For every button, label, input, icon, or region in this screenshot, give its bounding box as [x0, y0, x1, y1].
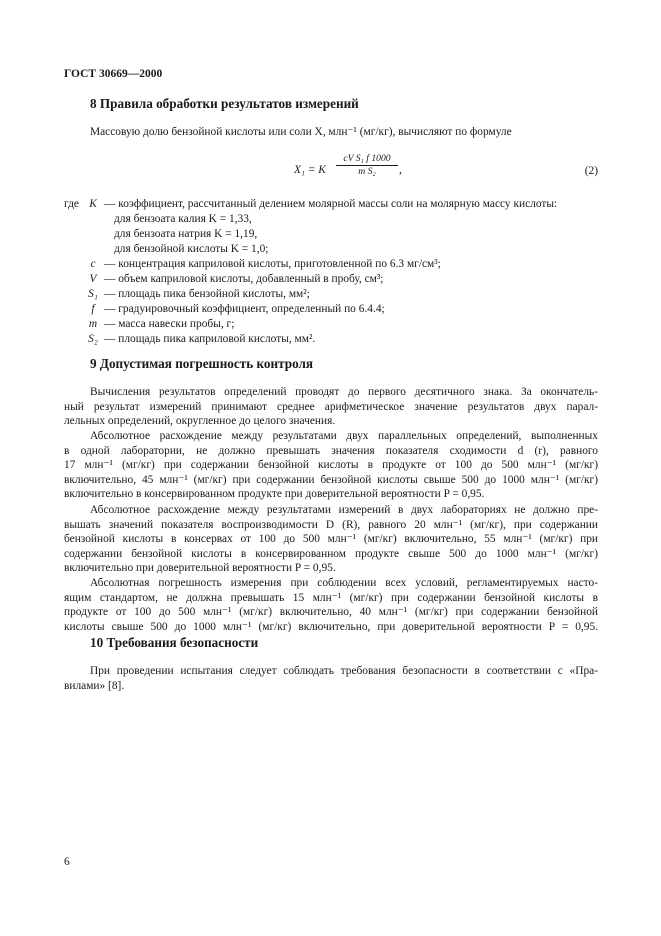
definition-text: — объем каприловой кислоты, добавленный в пробу, см³; — [104, 273, 384, 285]
definition-symbol: S₂ — [88, 333, 98, 345]
section-9-paragraph-2 — [64, 429, 598, 502]
section-9-paragraph-3 — [64, 503, 598, 576]
definition-symbol: V — [89, 273, 97, 285]
text-line: продукте от 100 до 500 млн⁻¹ (мг/кг) включительно, 40 млн⁻¹ (мг/кг) при содержании бензойной — [64, 606, 598, 619]
formula-fraction — [336, 153, 398, 177]
section-8-intro: Массовую долю бензойной кислоты или соли X, млн⁻¹ (мг/кг), вычисляют по формуле — [90, 126, 512, 138]
definition-text: для бензойной кислоты K = 1,0; — [114, 243, 269, 255]
definition-symbol: S₁ — [88, 288, 98, 300]
definition-symbol: m — [88, 318, 98, 330]
section-10-title: 10 Требования безопасности — [90, 635, 259, 650]
text-line: вышать значений показателя воспроизводимости D (R), равного 20 млн⁻¹ (мг/кг), при содержании — [64, 518, 598, 531]
formula-lhs: X₁ = K — [294, 164, 326, 176]
text-line: Абсолютное расхождение между результатами измерений в двух лабораториях не должно пре- — [90, 504, 598, 516]
section-8-title: 8 Правила обработки результатов измерений — [90, 96, 359, 111]
definition-text: — градуировочный коэффициент, определенный по 6.4.4; — [104, 303, 385, 315]
text-line: ный результат измерений принимают среднее арифметическое значение результатов двух парал- — [64, 400, 598, 413]
text-line: вилами» [8]. — [64, 679, 125, 692]
formula-denominator: m S₂ — [358, 166, 376, 177]
section-9-paragraph-1 — [64, 385, 598, 429]
page-number: 6 — [64, 856, 70, 868]
text-line: включительно, 45 млн⁻¹ (мг/кг) при содержании бензойной кислоты свыше 500 до 1000 млн⁻¹ (мг/кг) — [64, 473, 598, 486]
equation-number: (2) — [584, 165, 598, 177]
text-line: При проведении испытания следует соблюдать требования безопасности в соответствии с «Пра- — [90, 665, 598, 677]
definition-text: — масса навески пробы, г; — [104, 318, 235, 330]
text-line: содержании бензойной кислоты в консервированном продукте свыше 500 до 1000 млн⁻¹ (мг/кг) — [64, 547, 598, 560]
definition-text: — площадь пика бензойной кислоты, мм²; — [104, 288, 310, 300]
formula-2 — [294, 153, 414, 187]
text-line: в одной лаборатории, не должно превышать значения показателя сходимости d (r), равного — [64, 444, 598, 457]
section-10-paragraph-1 — [64, 664, 598, 693]
text-line: 17 млн⁻¹ (мг/кг) при содержании бензойной кислоты в продукте от 100 до 500 млн⁻¹ (мг/кг) — [64, 459, 598, 472]
text-line: бензойной кислоты в консервах от 100 до 500 млн⁻¹ (мг/кг) включительно, 55 млн⁻¹ (мг/кг) при — [64, 533, 598, 546]
definition-symbol: c — [90, 258, 96, 270]
standard-designation: ГОСТ 30669—2000 — [64, 68, 163, 80]
text-line: Абсолютное расхождение между результатами двух параллельных определений, выполненных — [90, 430, 598, 442]
text-line: ящим стандартом, не должна превышать 15 млн⁻¹ (мг/кг) при содержании бензойной кислоты в — [64, 591, 598, 604]
text-line: Абсолютная погрешность измерения при соблюдении всех условий, регламентируемых насто- — [90, 577, 598, 589]
text-line: включительно в консервированном продукте при доверительной вероятности P = 0,95. — [64, 488, 485, 501]
definition-text: для бензоата натрия K = 1,19, — [114, 228, 258, 240]
where-lead: где — [64, 198, 79, 210]
section-9-title: 9 Допустимая погрешность контроля — [90, 356, 314, 371]
definition-text: — концентрация каприловой кислоты, приготовленной по 6.3 мг/см³; — [104, 258, 441, 270]
formula-numerator: cV S₁ f 1000 — [336, 153, 398, 166]
definition-text: — площадь пика каприловой кислоты, мм². — [104, 333, 316, 345]
definition-text: для бензоата калия K = 1,33, — [114, 213, 252, 225]
text-line: Вычисления результатов определений проводят до первого десятичного знака. За окончатель- — [90, 386, 598, 398]
text-line: лельных определений, округленное до целого значения. — [64, 415, 336, 428]
definition-symbol: K — [89, 198, 97, 210]
definition-symbol: f — [91, 303, 95, 315]
section-9-paragraph-4 — [64, 576, 598, 634]
text-line: кислоты свыше 500 до 1000 млн⁻¹ (мг/кг) включительно, при доверительной вероятности P = 0,95. — [64, 620, 598, 633]
formula-comma: , — [399, 164, 402, 176]
text-line: включительно при доверительной вероятности P = 0,95. — [64, 562, 336, 575]
definition-text: — коэффициент, рассчитанный делением молярной массы соли на молярную массу кислоты: — [104, 198, 558, 210]
